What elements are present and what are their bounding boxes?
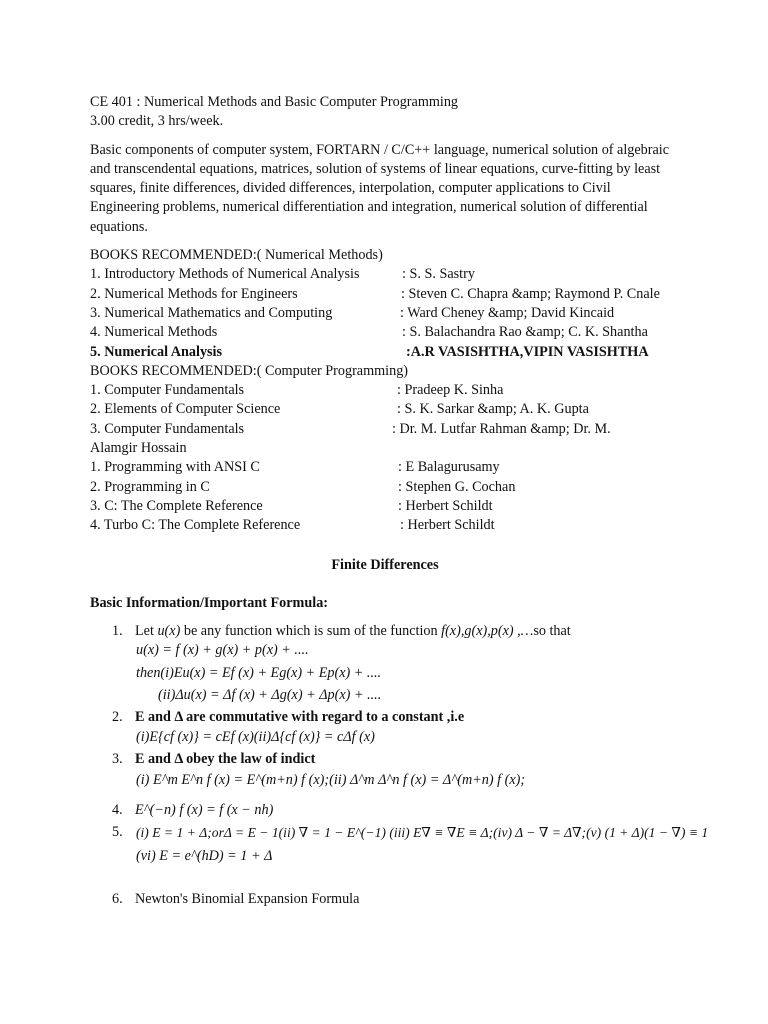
book-author: : S. S. Sastry — [402, 266, 475, 283]
item-number: 6. — [112, 891, 123, 908]
book-title: 1. Computer Fundamentals — [90, 382, 245, 399]
book-author: : Herbert Schildt — [400, 517, 495, 534]
item-number: 4. — [112, 801, 123, 818]
book-author: : Ward Cheney &amp; David Kincaid — [400, 304, 615, 321]
book-row — [90, 516, 690, 535]
formula-item-6 — [90, 890, 690, 909]
equation: then(i)Eu(x) = Ef (x) + Eg(x) + Ep(x) + .... — [136, 664, 382, 681]
book-author: : E Balagurusamy — [398, 459, 500, 476]
book-row — [90, 439, 690, 458]
section-subtitle: Basic Information/Important Formula: — [90, 594, 329, 611]
book-author: : Stephen G. Cochan — [398, 478, 516, 495]
book-author: : Herbert Schildt — [398, 497, 493, 514]
book-author: :A.R VASISHTHA,VIPIN VASISHTHA — [406, 343, 649, 360]
equation: E^(−n) f (x) = f (x − nh) — [135, 801, 274, 818]
book-title: 3. C: The Complete Reference — [90, 497, 263, 514]
book-row — [90, 323, 690, 342]
equation: u(x) = f (x) + g(x) + p(x) + .... — [136, 642, 309, 659]
book-author: : Steven C. Chapra &amp; Raymond P. Cnale — [401, 285, 660, 302]
books-numerical-heading: BOOKS RECOMMENDED:( Numerical Methods) — [90, 247, 383, 264]
book-author: : Dr. M. Lutfar Rahman &amp; Dr. M. — [392, 420, 611, 437]
book-author: : Pradeep K. Sinha — [397, 382, 504, 399]
item-text: E and Δ obey the law of indict — [135, 750, 316, 767]
text-mid: be any function which is sum of the function — [180, 623, 442, 640]
book-title: 3. Computer Fundamentals — [90, 420, 245, 437]
text-lead: Let — [135, 623, 158, 640]
book-title: 5. Numerical Analysis — [90, 343, 223, 360]
item-number: 3. — [112, 750, 123, 767]
document-page — [90, 93, 709, 910]
item-text: Newton's Binomial Expansion Formula — [135, 891, 360, 908]
book-title: 4. Numerical Methods — [90, 324, 218, 341]
book-row — [90, 381, 690, 400]
book-title: 1. Programming with ANSI C — [90, 459, 260, 476]
item-number: 2. — [112, 709, 123, 726]
book-row — [90, 497, 690, 516]
text-tail: so that — [533, 623, 571, 640]
book-title: 4. Turbo C: The Complete Reference — [90, 517, 301, 534]
equation: (i)E{cf (x)} = cEf (x)(ii)Δ{cf (x)} = cΔf (x) — [136, 728, 375, 745]
book-title: 2. Numerical Methods for Engineers — [90, 285, 298, 302]
book-title: 3. Numerical Mathematics and Computing — [90, 304, 333, 321]
book-author: : S. K. Sarkar &amp; A. K. Gupta — [397, 401, 589, 418]
section-title: Finite Differences — [331, 556, 439, 573]
formula-item-2 — [90, 708, 690, 727]
formula-item-3 — [90, 750, 690, 769]
equation: (i) E^m E^n f (x) = E^(m+n) f (x);(ii) Δ^m Δ^n f (x) = Δ^(m+n) f (x); — [136, 772, 526, 789]
equation: (vi) E = e^(hD) = 1 + Δ — [136, 848, 273, 865]
book-title: Alamgir Hossain — [90, 440, 187, 457]
books-programming-heading: BOOKS RECOMMENDED:( Computer Programming) — [90, 362, 409, 379]
book-row — [90, 304, 690, 323]
formula-item-4 — [90, 801, 690, 820]
book-row — [90, 458, 690, 477]
book-row — [90, 420, 690, 439]
book-author: : S. Balachandra Rao &amp; C. K. Shantha — [402, 324, 648, 341]
course-title: CE 401 : Numerical Methods and Basic Computer Programming — [90, 94, 459, 110]
func-list: f(x),g(x),p(x) ,… — [441, 623, 534, 640]
book-row — [90, 285, 690, 304]
book-row — [90, 400, 690, 419]
formula-item-1 — [90, 622, 690, 641]
course-description: Basic components of computer system, FORTARN / C/C++ language, numerical solution of algebraic and transcendental equations, matrices, solution of systems of linear equations, curve-fitting by least squares, finite differences, divided differences, interpolation, computer applications to Civil Engineering problems, numerical differentiation and integration, numerical solution of differential equations. — [90, 141, 670, 235]
course-credit: 3.00 credit, 3 hrs/week. — [90, 113, 224, 130]
item-text — [135, 623, 571, 639]
equation: (ii)Δu(x) = Δf (x) + Δg(x) + Δp(x) + .... — [158, 687, 382, 704]
book-title: 2. Elements of Computer Science — [90, 401, 281, 418]
item-number: 1. — [112, 623, 123, 640]
book-title: 2. Programming in C — [90, 478, 210, 495]
item-text: E and Δ are commutative with regard to a constant ,i.e — [135, 709, 465, 726]
func-u: u(x) — [157, 623, 181, 640]
item-number: 5. — [112, 823, 123, 840]
equation: (i) E = 1 + Δ;orΔ = E − 1(ii) ∇ = 1 − E^(−1) (iii) E∇ ≡ ∇E ≡ Δ;(iv) Δ − ∇ = Δ∇;(v) (1 + Δ)(1 − ∇) ≡ 1 — [136, 824, 709, 840]
book-row — [90, 265, 690, 284]
book-title: 1. Introductory Methods of Numerical Analysis — [90, 266, 360, 283]
book-row — [90, 478, 690, 497]
book-row — [90, 343, 690, 362]
